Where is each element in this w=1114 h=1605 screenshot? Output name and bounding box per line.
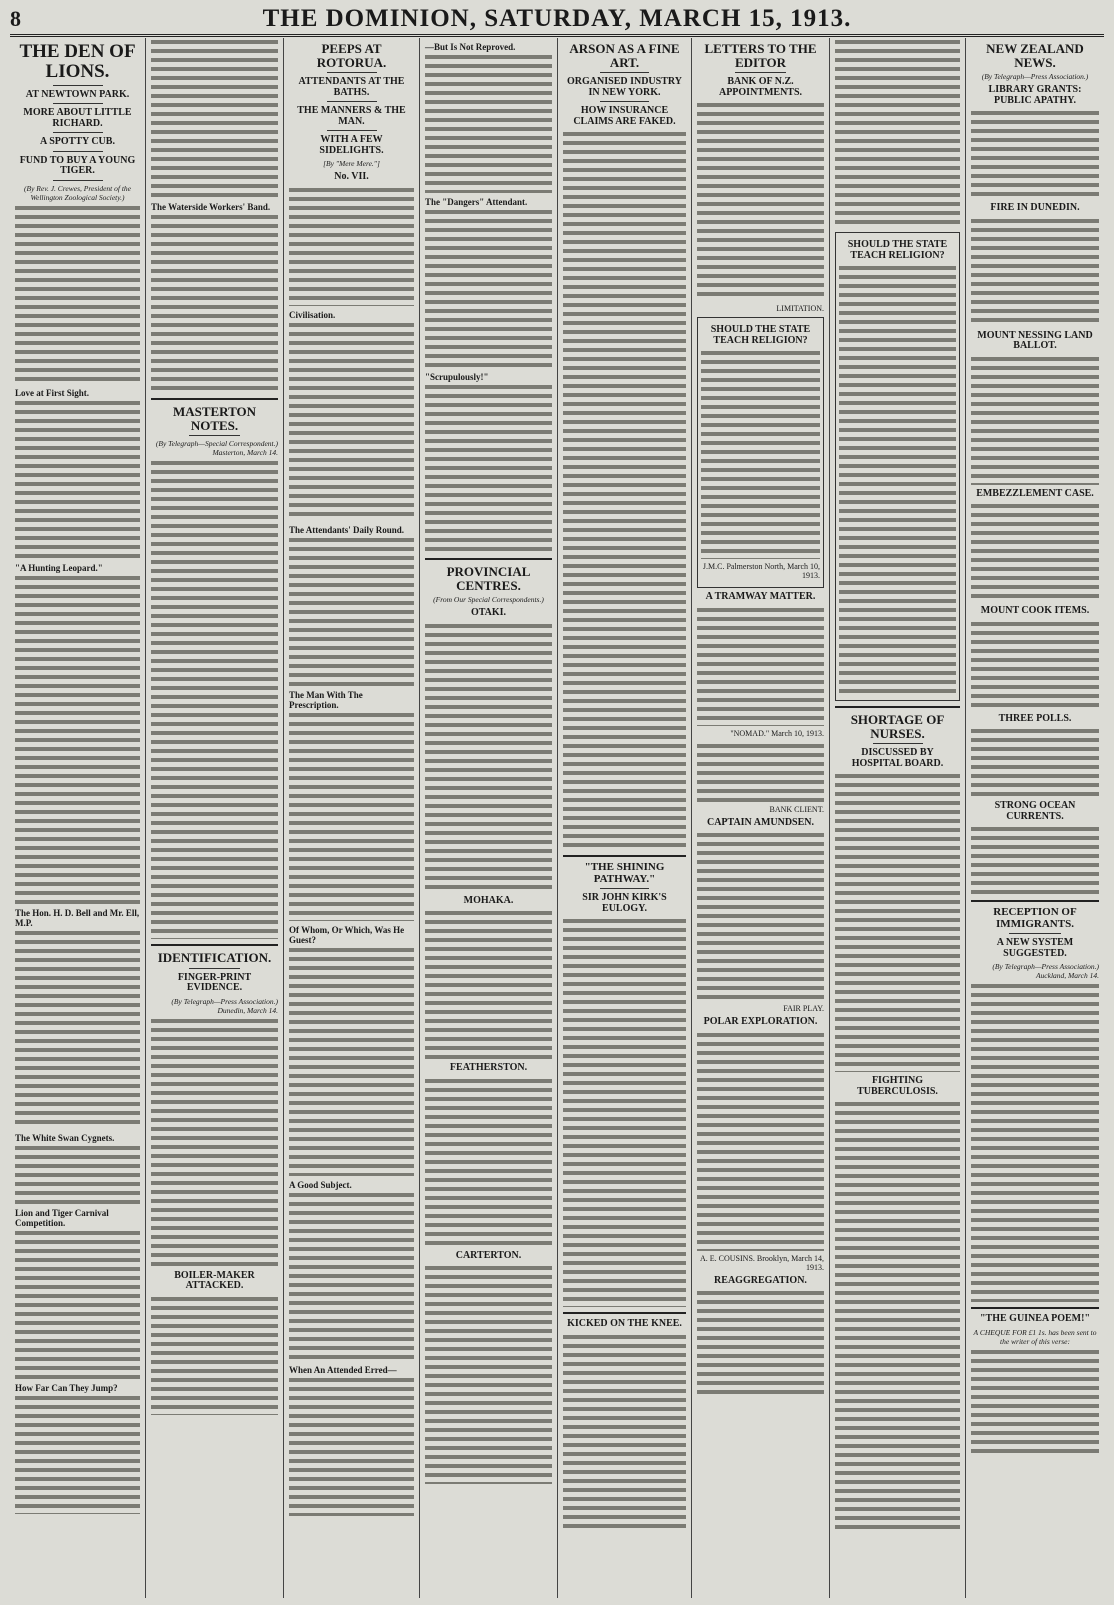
article-text [697, 1289, 824, 1399]
news-item-heading: FIRE IN DUNEDIN. [990, 202, 1080, 214]
article-text [697, 606, 824, 726]
letter-signature: BANK CLIENT. [769, 804, 824, 814]
subheading: The Hon. H. D. Bell and Mr. Ell, M.P. [15, 907, 140, 928]
article-text [425, 53, 552, 193]
article-text [971, 217, 1099, 327]
article-text [971, 620, 1099, 710]
article-text [425, 1077, 552, 1247]
letter-box [835, 232, 960, 701]
letter-box [697, 317, 824, 588]
article-text [289, 536, 414, 686]
column-4 [420, 38, 558, 1598]
article-text [697, 742, 824, 802]
article-text [425, 1264, 552, 1484]
column-3 [284, 38, 420, 1598]
article-text [151, 213, 278, 393]
article-text [15, 929, 140, 1129]
headline-provincial-centres: PROVINCIAL CENTRES. [446, 564, 531, 593]
deck: SHOULD THE STATE TEACH RELIGION? [847, 239, 948, 261]
article-text [839, 264, 956, 694]
letter-signature: FAIR PLAY. [783, 1004, 824, 1014]
letter-signature: A. E. COUSINS. Brooklyn, March 14, 1913. [700, 1253, 824, 1272]
headline-peeps-at-rotorua: PEEPS AT ROTORUA. [316, 41, 387, 70]
deck: SIR JOHN KIRK'S EULOGY. [582, 892, 667, 914]
article-text [971, 502, 1099, 602]
column-5 [558, 38, 692, 1598]
deck: A SPOTTY CUB. [40, 136, 115, 148]
article-text [835, 1100, 960, 1530]
article-text [971, 982, 1099, 1302]
town-heading: FEATHERSTON. [449, 1062, 528, 1074]
article-text [425, 622, 552, 892]
byline: [By "Mere Mere."] [323, 159, 380, 169]
subheading: Love at First Sight. [15, 387, 89, 398]
headline-den-of-lions: THE DEN OF LIONS. [19, 41, 136, 82]
headline-masterton-notes: MASTERTON NOTES. [172, 404, 257, 433]
deck: ORGANISED INDUSTRY IN NEW YORK. [567, 76, 682, 98]
subheading: The Man With The Prescription. [289, 689, 363, 710]
deck: FUND TO BUY A YOUNG TIGER. [19, 154, 136, 177]
deck: BANK OF N.Z. APPOINTMENTS. [718, 76, 803, 98]
news-item-heading: THREE POLLS. [998, 712, 1072, 724]
dateline: (By Telegraph—Press Association.) Dunedin, March 14. [171, 996, 278, 1015]
article-text [151, 459, 278, 939]
town-heading: MOHAKA. [463, 894, 514, 906]
article-text [835, 38, 960, 228]
subheading: The Waterside Workers' Band. [151, 202, 271, 212]
newspaper-title: THE DOMINION, SATURDAY, MARCH 15, 1913. [262, 5, 852, 32]
subheading: A Good Subject. [289, 1179, 352, 1190]
article-text [563, 1333, 686, 1533]
deck: CAPTAIN AMUNDSEN. [706, 816, 815, 828]
columns [10, 38, 1104, 1598]
masthead [10, 4, 1104, 37]
column-2 [146, 38, 284, 1598]
subheading: "Scrupulously!" [425, 372, 489, 382]
article-text [151, 1017, 278, 1267]
deck: AT NEWTOWN PARK. [25, 88, 130, 100]
subheading: When An Attended Erred— [289, 1364, 397, 1375]
headline-identification: IDENTIFICATION. [157, 950, 272, 966]
article-text [697, 101, 824, 301]
deck: POLAR EXPLORATION. [703, 1016, 818, 1028]
news-item-heading: LIBRARY GRANTS: PUBLIC APATHY. [988, 84, 1082, 106]
deck: ATTENDANTS AT THE BATHS. [298, 76, 405, 98]
article-text [151, 1295, 278, 1415]
deck: BOILER-MAKER ATTACKED. [174, 1269, 255, 1292]
town-heading: OTAKI. [470, 607, 507, 619]
article-text [697, 831, 824, 1001]
subheading: The White Swan Cygnets. [15, 1132, 115, 1143]
article-text [425, 909, 552, 1059]
deck: KICKED ON THE KNEE. [567, 1318, 682, 1330]
subheading: Civilisation. [289, 309, 336, 320]
deck: DISCUSSED BY HOSPITAL BOARD. [851, 747, 944, 769]
column-1 [10, 38, 146, 1598]
article-text [563, 130, 686, 850]
news-item-heading: EMBEZZLEMENT CASE. [976, 487, 1094, 499]
letter-signature: "NOMAD." March 10, 1913. [730, 728, 824, 738]
article-text [697, 1031, 824, 1251]
article-text [289, 1376, 414, 1516]
subheading: The Attendants' Daily Round. [289, 524, 405, 535]
deck: A NEW SYSTEM SUGGESTED. [996, 937, 1074, 959]
deck: FIGHTING TUBERCULOSIS. [857, 1075, 938, 1097]
byline: (By Rev. J. Crewes, President of the Wellington Zoological Society.) [24, 183, 131, 202]
advertisement-text: A CHEQUE FOR £1 1s. has been sent to the writer of this verse: [973, 1327, 1097, 1346]
article-text [15, 1394, 140, 1514]
subheading: Lion and Tiger Carnival Competition. [15, 1207, 109, 1228]
article-text [971, 355, 1099, 485]
headline-nz-news: NEW ZEALAND NEWS. [986, 41, 1084, 70]
deck: REAGGREGATION. [714, 1274, 807, 1286]
article-text [289, 321, 414, 521]
article-text [971, 825, 1099, 895]
subheading: The "Dangers" Attendant. [425, 197, 528, 207]
letter-signature: J.M.C. Palmerston North, March 10, 1913. [702, 562, 820, 581]
page-number: 8 [10, 6, 21, 31]
article-text [971, 1348, 1099, 1458]
article-text [563, 917, 686, 1307]
article-text [289, 946, 414, 1176]
headline-arson: ARSON AS A FINE ART. [569, 41, 680, 70]
column-8 [966, 38, 1104, 1598]
article-text [15, 204, 140, 384]
subheading: —But Is Not Reproved. [425, 42, 516, 52]
deck: A TRAMWAY MATTER. [705, 591, 816, 603]
article-text [701, 349, 820, 559]
article-text [15, 1229, 140, 1379]
column-6 [692, 38, 830, 1598]
headline-letters: LETTERS TO THE EDITOR [704, 41, 817, 70]
article-text [971, 109, 1099, 199]
headline-shortage-of-nurses: SHORTAGE OF NURSES. [850, 712, 945, 741]
news-item-heading: STRONG OCEAN CURRENTS. [994, 800, 1076, 822]
subheading: How Far Can They Jump? [15, 1382, 118, 1393]
letter-signature: LIMITATION. [776, 304, 824, 314]
deck: SHOULD THE STATE TEACH RELIGION? [710, 324, 811, 346]
article-text [289, 1191, 414, 1361]
news-item-heading: MOUNT NESSING LAND BALLOT. [977, 329, 1093, 352]
column-7 [830, 38, 966, 1598]
byline: (From Our Special Correspondents.) [433, 595, 544, 605]
article-text [15, 1144, 140, 1204]
deck: HOW INSURANCE CLAIMS ARE FAKED. [573, 105, 676, 127]
advertisement-title: "THE GUINEA POEM!" [980, 1313, 1090, 1325]
article-text [289, 711, 414, 921]
deck: THE MANNERS & THE MAN. [297, 105, 406, 127]
article-text [835, 772, 960, 1072]
dateline: (By Telegraph—Special Correspondent.) Masterton, March 14. [155, 439, 278, 458]
deck: MORE ABOUT LITTLE RICHARD. [23, 107, 132, 129]
article-text [289, 186, 414, 306]
subheading: Of Whom, Or Which, Was He Guest? [289, 924, 405, 945]
article-text [425, 208, 552, 368]
news-item-heading: MOUNT COOK ITEMS. [980, 605, 1090, 617]
deck: FINGER-PRINT EVIDENCE. [177, 971, 252, 994]
article-text [151, 38, 278, 198]
deck: WITH A FEW SIDELIGHTS. [319, 134, 384, 156]
article-text [425, 383, 552, 553]
section-number: No. VII. [334, 171, 369, 183]
subheading: "A Hunting Leopard." [15, 562, 103, 573]
article-text [15, 399, 140, 559]
article-text [15, 574, 140, 904]
byline: (By Telegraph—Press Association.) [981, 72, 1089, 82]
headline-immigrants: RECEPTION OF IMMIGRANTS. [993, 906, 1077, 930]
article-text [971, 727, 1099, 797]
headline-shining-pathway: "THE SHINING PATHWAY." [584, 861, 665, 885]
town-heading: CARTERTON. [455, 1249, 522, 1261]
dateline: (By Telegraph—Press Association.) Auckland, March 14. [992, 962, 1099, 981]
